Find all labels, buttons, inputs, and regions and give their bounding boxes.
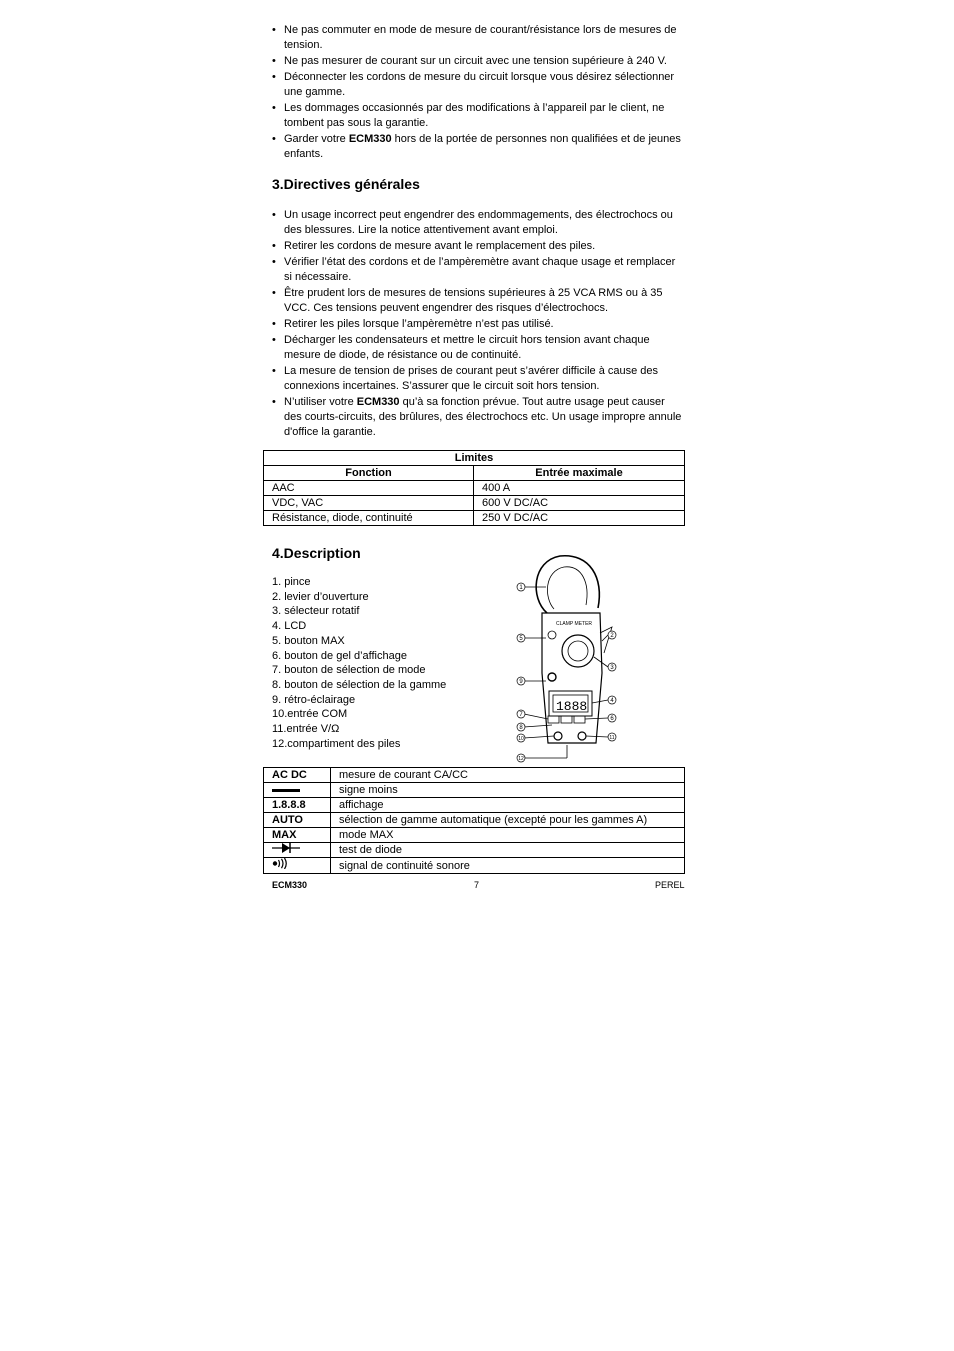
column-header: Fonction [264, 466, 474, 481]
list-item: • Un usage incorrect peut engendrer des endommagements, des électrochocs ou des blessures. Lire la notice attentivement avant emploi. [272, 208, 684, 238]
list-item: 5. bouton MAX [272, 634, 345, 647]
svg-text:3: 3 [610, 665, 614, 671]
callout-3 [608, 663, 616, 671]
list-item: • Garder votre ECM330 hors de la portée de personnes non qualifiées et de jeunes enfants. [272, 132, 684, 162]
list-item: 3. sélecteur rotatif [272, 605, 360, 618]
callout-7 [517, 710, 525, 718]
table-title: Limites [264, 451, 685, 466]
table-row: AAC 400 A [264, 481, 685, 496]
warning-list [272, 23, 684, 163]
table-row: VDC, VAC 600 V DC/AC [264, 496, 685, 511]
table-row: AC DC mesure de courant CA/CC [264, 768, 685, 783]
list-item: • N’utiliser votre ECM330 qu’à sa fonction prévue. Tout autre usage peut causer des courts-circuits, des brûlures, des électrochocs etc. Un usage impropre annule d'office la garantie. [272, 395, 684, 440]
list-item: 8. bouton de sélection de la gamme [272, 678, 447, 691]
callout-11 [608, 733, 616, 741]
section-title: 4.Description [272, 545, 361, 561]
symbols-table [263, 767, 685, 874]
section-title: 3.Directives générales [272, 176, 420, 192]
callout-9 [517, 677, 525, 685]
callout-1 [517, 583, 525, 591]
table-row: Résistance, diode, continuité 250 V DC/AC [264, 511, 685, 526]
list-item: • Retirer les piles lorsque l’ampèremètre n’est pas utilisé. [272, 317, 684, 332]
svg-text:11: 11 [609, 735, 615, 741]
limits-table [263, 450, 685, 526]
list-item: • La mesure de tension de prises de courant peut s’avérer difficile à cause des connexions incertaines. S’assurer que le circuit soit hors tension. [272, 364, 684, 394]
list-item: 11.entrée V/Ω [272, 723, 340, 736]
continuity-icon [272, 858, 288, 869]
callout-10 [517, 734, 525, 742]
list-item: • Être prudent lors de mesures de tensions supérieures à 25 VCA RMS ou à 35 VCC. Ces tensions peuvent engendrer des risques d’électrochocs. [272, 286, 684, 316]
list-item: • Décharger les condensateurs et mettre le circuit hors tension avant chaque mesure de diode, de résistance ou de continuité. [272, 333, 684, 363]
diode-icon [272, 843, 300, 853]
svg-text:1: 1 [519, 585, 523, 591]
callout-5 [517, 634, 525, 642]
meter-label: CLAMP METER [556, 621, 593, 627]
product-name: ECM330 [348, 133, 392, 145]
lcd-digits: 1888 [556, 699, 588, 714]
list-item: • Ne pas commuter en mode de mesure de courant/résistance lors de mesures de tension. [272, 23, 684, 53]
list-item: 4. LCD [272, 620, 307, 633]
footer-model: ECM330 [272, 880, 308, 890]
table-row: signe moins [264, 783, 685, 798]
callout-6 [608, 714, 616, 722]
footer-brand: PEREL [655, 880, 685, 890]
list-item: • Déconnecter les cordons de mesure du circuit lorsque vous désirez sélectionner une gamme. [272, 70, 684, 100]
list-item: 7. bouton de sélection de mode [272, 664, 426, 677]
table-row: MAX mode MAX [264, 828, 685, 843]
page-number: 7 [474, 880, 480, 890]
svg-text:6: 6 [610, 716, 614, 722]
callout-4 [608, 696, 616, 704]
clamp-meter-diagram [512, 553, 622, 765]
svg-text:7: 7 [519, 712, 523, 718]
column-header: Entrée maximale [474, 466, 685, 481]
list-item: 12.compartiment des piles [272, 737, 401, 750]
list-item: • Ne pas mesurer de courant sur un circuit avec une tension supérieure à 240 V. [272, 54, 684, 69]
parts-list [272, 575, 446, 751]
svg-text:4: 4 [610, 698, 614, 704]
general-list [272, 208, 684, 441]
table-row: 1.8.8.8 affichage [264, 798, 685, 813]
svg-text:8: 8 [519, 725, 523, 731]
list-item: • Vérifier l’état des cordons et de l’ampèremètre avant chaque usage et remplacer si nécessaire. [272, 255, 684, 285]
table-row: test de diode [264, 843, 685, 858]
svg-text:5: 5 [519, 636, 523, 642]
callout-2 [608, 631, 616, 639]
list-item: 1. pince [272, 576, 311, 588]
callout-8 [517, 723, 525, 731]
list-item: 2. levier d’ouverture [272, 590, 369, 603]
callout-12 [517, 754, 525, 762]
product-name: ECM330 [356, 396, 400, 408]
list-item: 10.entrée COM [272, 708, 348, 721]
minus-bar-icon [272, 789, 300, 792]
svg-text:10: 10 [518, 736, 524, 742]
list-item: 6. bouton de gel d’affichage [272, 649, 407, 662]
list-item: • Les dommages occasionnés par des modifications à l’appareil par le client, ne tombent pas sous la garantie. [272, 101, 684, 131]
list-item: 9. rétro-éclairage [272, 693, 356, 706]
svg-text:12: 12 [518, 756, 524, 762]
table-row: AUTO sélection de gamme automatique (excepté pour les gammes A) [264, 813, 685, 828]
svg-text:2: 2 [610, 633, 614, 639]
list-item: • Retirer les cordons de mesure avant le remplacement des piles. [272, 239, 684, 254]
table-row: signal de continuité sonore [264, 858, 685, 874]
svg-text:9: 9 [519, 679, 523, 685]
